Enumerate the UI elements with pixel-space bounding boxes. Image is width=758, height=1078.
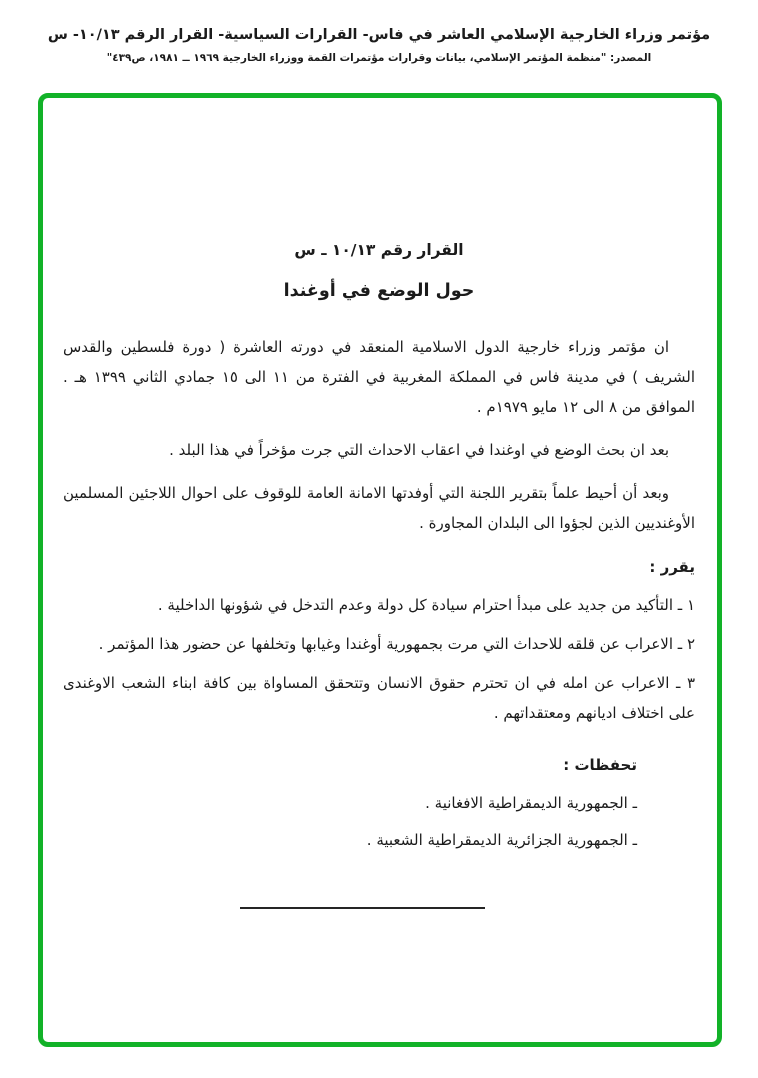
header-source: المصدر: "منظمة المؤتمر الإسلامي، بيانات وقرارات مؤتمرات القمة ووزراء الخارجية ١٩٦٩ ــ ١٩٨١، ص٤٣٩" <box>106 52 652 64</box>
decision-item-1: ١ ـ التأكيد من جديد على مبدأ احترام سيادة كل دولة وعدم التدخل في شؤونها الداخلية . <box>157 596 695 614</box>
resolution-title: حول الوضع في أوغندا <box>283 281 475 301</box>
document-body <box>43 98 717 909</box>
decision-item-3: ٣ ـ الاعراب عن امله في ان تحترم حقوق الانسان وتتحقق المساواة بين كافة ابناء الشعب الاوغندى على اختلاف اديانهم ومعتقداتهم . <box>63 674 695 722</box>
document-header <box>0 0 758 66</box>
reservation-item-2: ـ الجمهورية الجزائرية الديمقراطية الشعبية . <box>366 831 637 849</box>
reservations-label: تحفظات : <box>563 756 637 774</box>
preamble-paragraph-2: بعد ان بحث الوضع في اوغندا في اعقاب الاحداث التي جرت مؤخراً في هذا البلد . <box>169 441 669 459</box>
document-frame <box>38 93 722 1047</box>
reservation-item-1: ـ الجمهورية الديمقراطية الافغانية . <box>425 794 637 812</box>
preamble-paragraph-3: وبعد أن أحيط علماً بتقرير اللجنة التي أوفدتها الامانة العامة للوقوف على احوال اللاجئين المسلمين الأوغنديين الذين لجؤوا الى البلدان المجاورة . <box>63 484 695 532</box>
decides-label: يقرر : <box>649 558 695 576</box>
header-title: مؤتمر وزراء الخارجية الإسلامي العاشر في فاس- القرارات السياسية- القرار الرقم ١٠/١٣- س <box>47 27 711 43</box>
preamble-paragraph-1: ان مؤتمر وزراء خارجية الدول الاسلامية المنعقد في دورته العاشرة ( دورة فلسطين والقدس الشريف ) في مدينة فاس في المملكة المغربية في الفترة من ١١ الى ١٥ جمادي الثاني ١٣٩٩ هـ . الموافق من ٨ الى ١٢ مايو ١٩٧٩م . <box>63 338 696 416</box>
separator-line <box>240 907 485 909</box>
resolution-number: القرار رقم ١٠/١٣ ـ س <box>294 241 464 259</box>
decision-item-2: ٢ ـ الاعراب عن قلقه للاحداث التي مرت بجمهورية أوغندا وغيابها وتخلفها عن حضور هذا المؤتمر . <box>98 635 695 653</box>
